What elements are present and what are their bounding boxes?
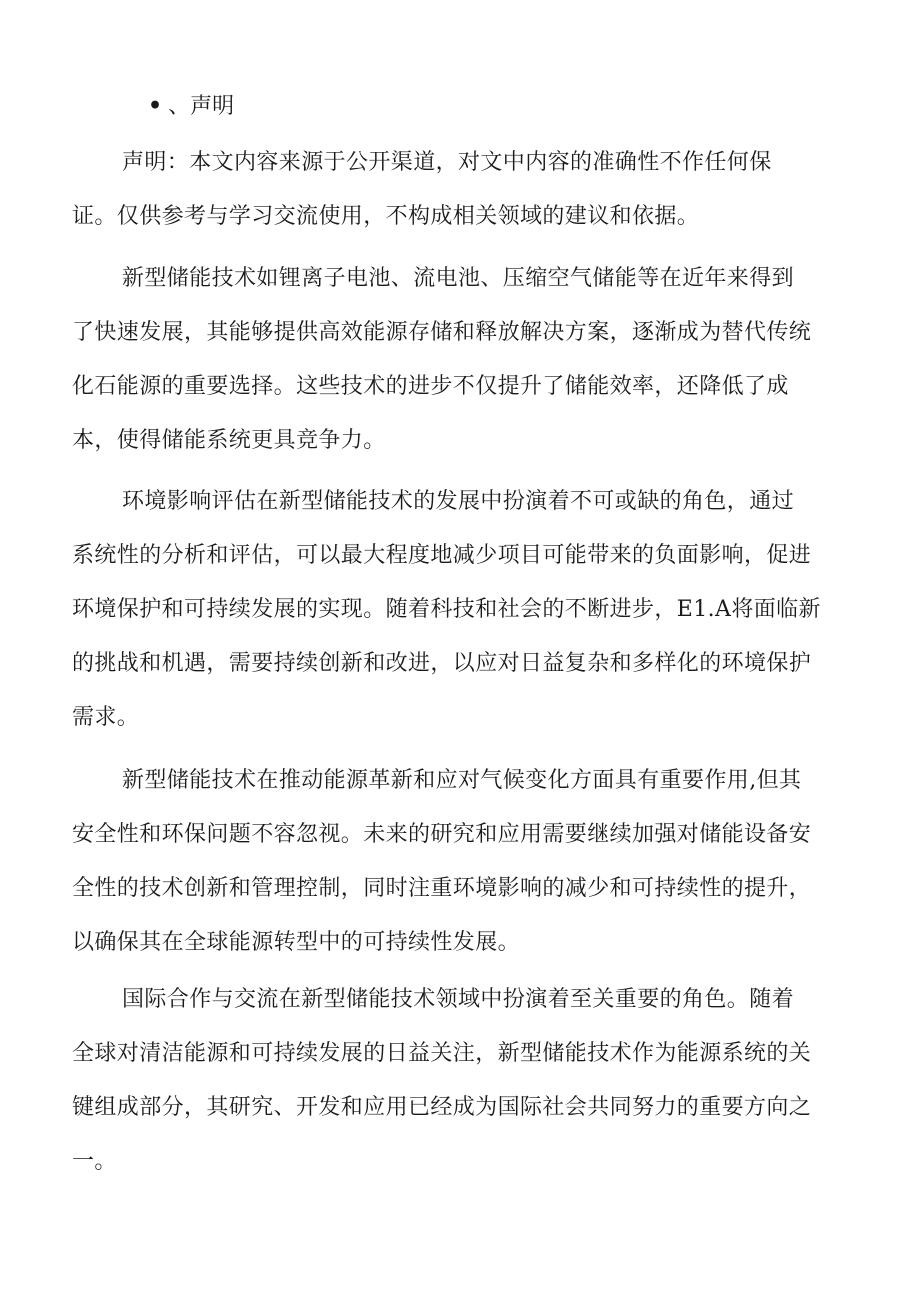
paragraph-line: 声明：本文内容来源于公开渠道，对文中内容的准确性不作任何保 xyxy=(122,150,772,175)
paragraph-line: 了快速发展，其能够提供高效能源存储和释放解决方案，逐渐成为替代传统 xyxy=(72,320,812,345)
paragraph-line: 安全性和环保问题不容忽视。未来的研究和应用需要继续加强对储能设备安 xyxy=(72,822,812,847)
paragraph-disclaimer xyxy=(72,136,852,244)
paragraph-line: 需求。 xyxy=(72,705,140,730)
paragraph-line: 环境影响评估在新型储能技术的发展中扮演着不可或缺的角色，通过 xyxy=(122,489,795,514)
paragraph-line: 环境保护和可持续发展的实现。随着科技和社会的不断进步，E1.A将面临新 xyxy=(72,597,821,622)
paragraph-line: 系统性的分析和评估，可以最大程度地减少项目可能带来的负面影响，促进 xyxy=(72,543,812,568)
paragraph-line: 的挑战和机遇，需要持续创新和改进，以应对日益复杂和多样化的环境保护 xyxy=(72,651,812,676)
paragraph-line: 化石能源的重要选择。这些技术的进步不仅提升了储能效率，还降低了成 xyxy=(72,374,789,399)
heading-text: 、声明 xyxy=(168,94,235,119)
paragraph-line: 证。仅供参考与学习交流使用，不构成相关领域的建议和依据。 xyxy=(72,204,700,229)
paragraph-storage-tech xyxy=(72,252,852,468)
paragraph-line: 本，使得储能系统更具竞争力。 xyxy=(72,428,386,453)
section-heading xyxy=(148,92,234,121)
paragraph-line: 全球对清洁能源和可持续发展的日益关注，新型储能技术作为能源系统的关 xyxy=(72,1041,812,1066)
paragraph-environment xyxy=(72,475,852,745)
paragraph-line: 国际合作与交流在新型储能技术领域中扮演着至关重要的角色。随着 xyxy=(122,987,795,1012)
paragraph-line: 一。 xyxy=(72,1149,117,1174)
paragraph-line: 全性的技术创新和管理控制，同时注重环境影响的减少和可持续性的提升， xyxy=(72,876,812,901)
bullet-icon: • xyxy=(148,93,163,119)
paragraph-line: 以确保其在全球能源转型中的可持续性发展。 xyxy=(72,930,521,955)
paragraph-line: 新型储能技术在推动能源革新和应对气候变化方面具有重要作用,但其 xyxy=(122,768,802,793)
paragraph-line: 新型储能技术如锂离子电池、流电池、压缩空气储能等在近年来得到 xyxy=(122,266,795,291)
paragraph-cooperation xyxy=(72,973,852,1189)
paragraph-line: 键组成部分，其研究、开发和应用已经成为国际社会共同努力的重要方向之 xyxy=(72,1095,812,1120)
paragraph-safety xyxy=(72,754,852,970)
